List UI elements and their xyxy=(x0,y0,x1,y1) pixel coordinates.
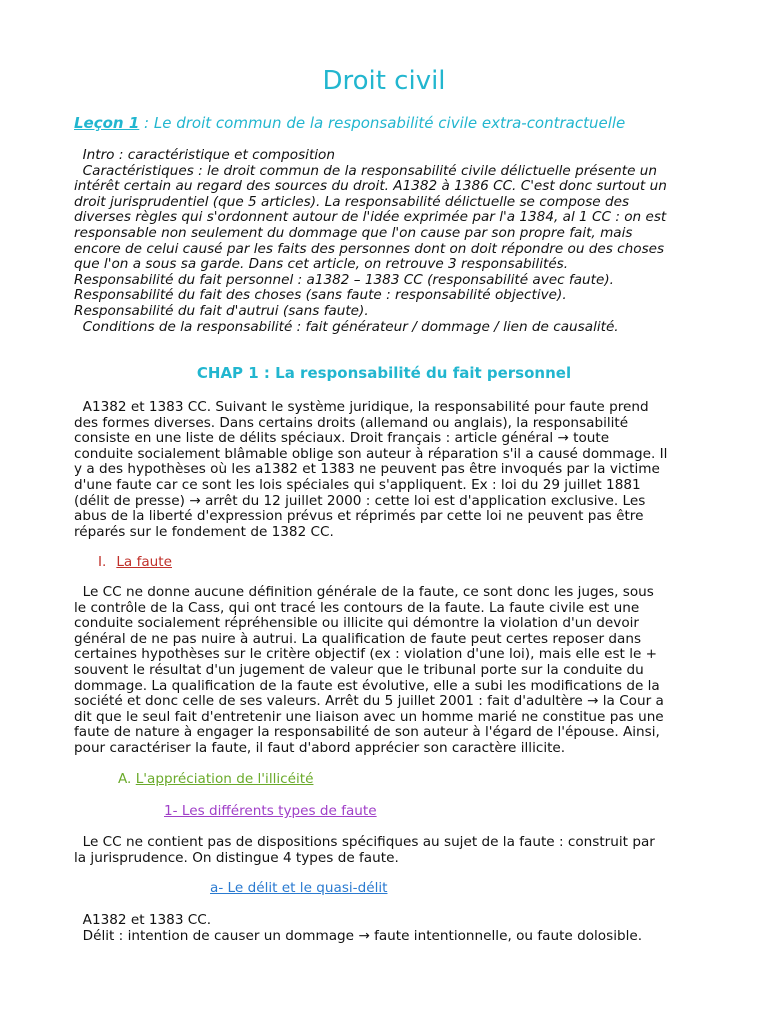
text-line: Délit : intention de causer un dommage → faute intentionnelle, ou faute dolosible. xyxy=(74,927,643,944)
text-line: Responsabilité du fait d'autrui (sans faute). xyxy=(74,302,369,319)
text-line: conduite socialement blâmable oblige son auteur à réparation s'il a causé dommage. Il xyxy=(74,445,668,462)
text-line: droit jurisprudentiel (que 5 articles). La responsabilité délictuelle se compose des xyxy=(74,193,630,210)
text-line: société et donc celle de ses valeurs. Arrêt du 5 juillet 2001 : fait d'adultère → la Cour a xyxy=(74,693,664,710)
text-line: consiste en une liste de délits spéciaux. Droit français : article général → toute xyxy=(74,430,610,447)
section-label: La faute xyxy=(116,554,172,570)
delit-paragraph xyxy=(74,913,704,944)
text-line: certaines hypothèses sur le critère objectif (ex : violation d'une loi), mais elle est le + xyxy=(74,646,658,663)
text-line: souvent le résultat d'un jugement de valeur que le tribunal porte sur la conduite du xyxy=(74,661,644,678)
text-line: (délit de presse) → arrêt du 12 juillet 2000 : cette loi est d'application exclusive. Les xyxy=(74,492,646,509)
text-line: Intro : caractéristique et composition xyxy=(74,147,335,163)
text-line: que l'on a sous sa garde. Dans cet article, on retrouve 3 responsabilités. xyxy=(74,256,569,273)
text-line: intérêt certain au regard des sources du droit. A1382 à 1386 CC. C'est donc surtout un xyxy=(74,178,667,195)
lesson-title: : Le droit commun de la responsabilité civile extra-contractuelle xyxy=(139,114,626,132)
text-line: faute de nature à engager la responsabilité de son auteur à l'égard de l'épouse. Ainsi, xyxy=(74,724,660,741)
text-line: Responsabilité du fait personnel : a1382 – 1383 CC (responsabilité avec faute). xyxy=(74,271,614,288)
types-faute-paragraph xyxy=(74,835,704,866)
text-line: Conditions de la responsabilité : fait générateur / dommage / lien de causalité. xyxy=(74,318,619,335)
text-line: y a des hypothèses où les a1382 et 1383 ne peuvent pas être invoqués par la victime xyxy=(74,461,660,478)
intro-paragraph xyxy=(74,148,704,335)
text-line: responsable non seulement du dommage que l'on cause par son propre fait, mais xyxy=(74,224,633,241)
chapter-paragraph xyxy=(74,400,704,540)
text-line: dommage. La qualification de la faute est évolutive, elle a subi les modifications de la xyxy=(74,677,660,694)
text-line: A1382 et 1383 CC. xyxy=(74,912,212,928)
section-numeral: I. xyxy=(98,554,107,570)
document-title: Droit civil xyxy=(322,66,446,96)
section-heading-types-faute: 1- Les différents types de faute xyxy=(164,803,377,819)
text-line: abus de la liberté d'expression prévus et réprimés par cette loi ne peuvent pas être xyxy=(74,508,644,525)
faute-paragraph xyxy=(74,585,704,757)
section-heading-delit: a- Le délit et le quasi-délit xyxy=(210,880,388,896)
text-line: Caractéristiques : le droit commun de la responsabilité civile délictuelle présente un xyxy=(74,162,657,179)
text-line: la jurisprudence. On distingue 4 types de faute. xyxy=(74,849,399,866)
text-line: général de ne pas nuire à autrui. La qualification de faute peut certes reposer dans xyxy=(74,630,642,647)
section-heading-faute xyxy=(98,554,172,570)
section-label: L'appréciation de l'illicéité xyxy=(135,771,314,787)
text-line: Responsabilité du fait des choses (sans faute : responsabilité objective). xyxy=(74,287,567,304)
lesson-number: Leçon 1 xyxy=(74,114,140,132)
section-letter: A. xyxy=(118,771,132,787)
text-line: Le CC ne contient pas de dispositions spécifiques au sujet de la faute : construit par xyxy=(74,834,655,850)
text-line: conduite socialement répréhensible ou illicite qui démontre la violation d'un devoir xyxy=(74,615,640,632)
section-heading-illiceite xyxy=(118,771,313,787)
text-line: A1382 et 1383 CC. Suivant le système juridique, la responsabilité pour faute prend xyxy=(74,399,649,415)
text-line: des formes diverses. Dans certains droits (allemand ou anglais), la responsabilité xyxy=(74,414,629,431)
text-line: pour caractériser la faute, il faut d'abord apprécier son caractère illicite. xyxy=(74,739,566,756)
lesson-heading xyxy=(74,114,625,132)
text-line: d'une faute car ce sont les lois spéciales qui s'appliquent. Ex : loi du 29 juillet 1881 xyxy=(74,476,641,493)
text-line: réparés sur le fondement de 1382 CC. xyxy=(74,523,334,540)
text-line: diverses règles qui s'ordonnent autour de l'idée exprimée par l'a 1384, al 1 CC : on est xyxy=(74,209,667,226)
text-line: encore de celui causé par les faits des personnes dont on doit répondre ou des choses xyxy=(74,240,665,257)
text-line: le contrôle de la Cass, qui ont tracé les contours de la faute. La faute civile est une xyxy=(74,599,640,616)
chapter-heading: CHAP 1 : La responsabilité du fait personnel xyxy=(196,364,572,382)
text-line: Le CC ne donne aucune définition générale de la faute, ce sont donc les juges, sous xyxy=(74,584,654,600)
text-line: dit que le seul fait d'entretenir une liaison avec un homme marié ne constitue pas une xyxy=(74,708,664,725)
